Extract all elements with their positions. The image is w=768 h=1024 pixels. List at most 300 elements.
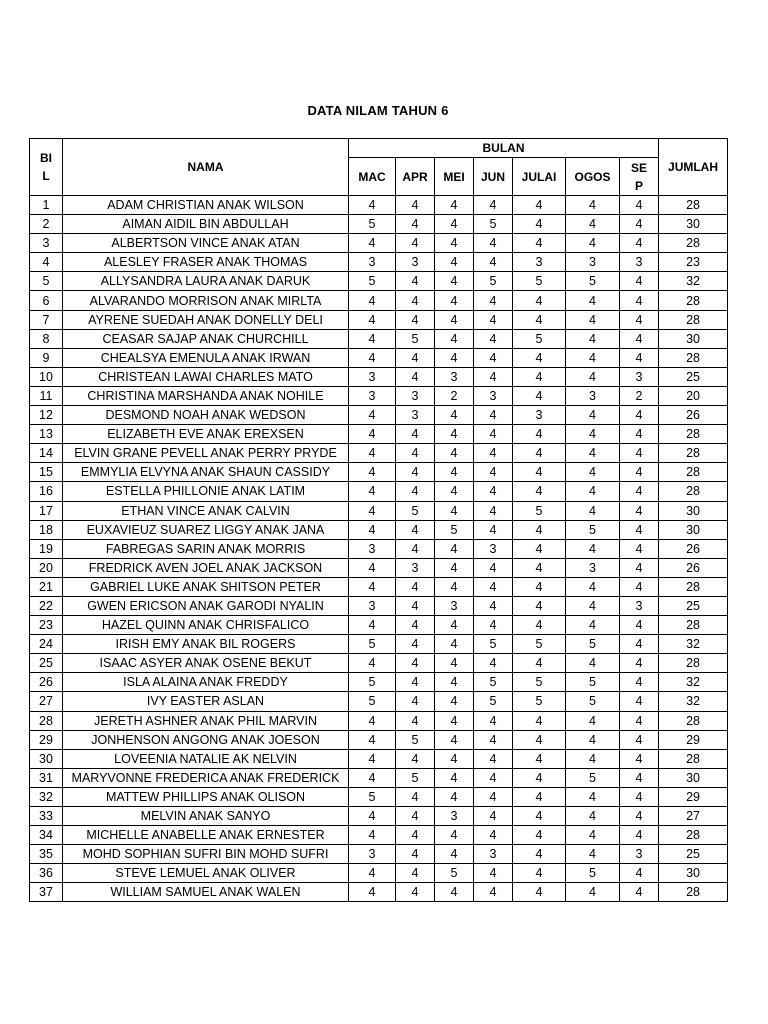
cell-mac: 5 <box>349 692 396 711</box>
cell-mei: 4 <box>435 826 474 845</box>
cell-bil: 8 <box>30 329 63 348</box>
cell-jun: 4 <box>474 234 513 253</box>
cell-ogos: 4 <box>566 425 620 444</box>
cell-bil: 3 <box>30 234 63 253</box>
cell-nama: CEASAR SAJAP ANAK CHURCHILL <box>63 329 349 348</box>
cell-apr: 4 <box>396 864 435 883</box>
cell-mei: 5 <box>435 520 474 539</box>
cell-apr: 5 <box>396 730 435 749</box>
cell-ogos: 4 <box>566 807 620 826</box>
cell-mei: 5 <box>435 864 474 883</box>
cell-jumlah: 28 <box>659 444 728 463</box>
cell-mei: 3 <box>435 807 474 826</box>
cell-jumlah: 28 <box>659 291 728 310</box>
cell-bil: 29 <box>30 730 63 749</box>
cell-ogos: 5 <box>566 520 620 539</box>
cell-ogos: 4 <box>566 406 620 425</box>
cell-jumlah: 26 <box>659 539 728 558</box>
cell-ogos: 5 <box>566 635 620 654</box>
cell-jun: 4 <box>474 883 513 902</box>
header-row-1 <box>30 139 728 158</box>
table-row <box>30 348 728 367</box>
cell-julai: 4 <box>513 577 566 596</box>
cell-nama: CHEALSYA EMENULA ANAK IRWAN <box>63 348 349 367</box>
cell-bil: 10 <box>30 367 63 386</box>
header-month-mei: MEI <box>435 158 474 196</box>
cell-nama: HAZEL QUINN ANAK CHRISFALICO <box>63 616 349 635</box>
cell-bil: 1 <box>30 196 63 215</box>
cell-mac: 4 <box>349 196 396 215</box>
table-row <box>30 635 728 654</box>
cell-apr: 4 <box>396 425 435 444</box>
cell-jumlah: 28 <box>659 577 728 596</box>
cell-ogos: 4 <box>566 845 620 864</box>
cell-mac: 4 <box>349 616 396 635</box>
cell-julai: 4 <box>513 845 566 864</box>
cell-mei: 4 <box>435 482 474 501</box>
cell-nama: WILLIAM SAMUEL ANAK WALEN <box>63 883 349 902</box>
cell-ogos: 4 <box>566 482 620 501</box>
cell-jumlah: 28 <box>659 711 728 730</box>
cell-nama: LOVEENIA NATALIE AK NELVIN <box>63 749 349 768</box>
cell-apr: 3 <box>396 386 435 405</box>
cell-ogos: 4 <box>566 215 620 234</box>
cell-jumlah: 26 <box>659 406 728 425</box>
cell-jun: 4 <box>474 577 513 596</box>
cell-apr: 4 <box>396 711 435 730</box>
cell-bil: 7 <box>30 310 63 329</box>
cell-sep: 4 <box>620 654 659 673</box>
cell-ogos: 4 <box>566 883 620 902</box>
cell-sep: 4 <box>620 196 659 215</box>
cell-jumlah: 25 <box>659 367 728 386</box>
cell-nama: MARYVONNE FREDERICA ANAK FREDERICK <box>63 768 349 787</box>
cell-apr: 4 <box>396 654 435 673</box>
cell-sep: 4 <box>620 787 659 806</box>
cell-mac: 5 <box>349 673 396 692</box>
cell-jumlah: 28 <box>659 425 728 444</box>
header-bil: BI L <box>30 139 63 196</box>
cell-mei: 4 <box>435 787 474 806</box>
cell-mac: 4 <box>349 654 396 673</box>
cell-apr: 4 <box>396 463 435 482</box>
cell-nama: CHRISTEAN LAWAI CHARLES MATO <box>63 367 349 386</box>
cell-mac: 3 <box>349 845 396 864</box>
cell-ogos: 4 <box>566 348 620 367</box>
cell-nama: ALLYSANDRA LAURA ANAK DARUK <box>63 272 349 291</box>
cell-ogos: 4 <box>566 616 620 635</box>
cell-jumlah: 30 <box>659 864 728 883</box>
cell-mei: 4 <box>435 463 474 482</box>
cell-ogos: 4 <box>566 196 620 215</box>
cell-sep: 4 <box>620 558 659 577</box>
cell-julai: 4 <box>513 291 566 310</box>
header-month-sep: SE P <box>620 158 659 196</box>
cell-sep: 4 <box>620 807 659 826</box>
cell-ogos: 4 <box>566 234 620 253</box>
nilam-table <box>29 138 728 902</box>
table-row <box>30 883 728 902</box>
cell-sep: 4 <box>620 883 659 902</box>
cell-sep: 4 <box>620 616 659 635</box>
cell-ogos: 4 <box>566 749 620 768</box>
cell-sep: 3 <box>620 845 659 864</box>
cell-bil: 35 <box>30 845 63 864</box>
cell-mei: 4 <box>435 348 474 367</box>
cell-jun: 3 <box>474 845 513 864</box>
cell-ogos: 4 <box>566 539 620 558</box>
cell-jun: 3 <box>474 386 513 405</box>
cell-mac: 4 <box>349 807 396 826</box>
cell-ogos: 5 <box>566 692 620 711</box>
cell-jun: 4 <box>474 711 513 730</box>
cell-jun: 4 <box>474 826 513 845</box>
cell-julai: 4 <box>513 558 566 577</box>
cell-mei: 3 <box>435 596 474 615</box>
cell-jun: 5 <box>474 272 513 291</box>
cell-mei: 4 <box>435 501 474 520</box>
cell-sep: 3 <box>620 367 659 386</box>
cell-nama: GABRIEL LUKE ANAK SHITSON PETER <box>63 577 349 596</box>
cell-apr: 4 <box>396 272 435 291</box>
cell-bil: 27 <box>30 692 63 711</box>
cell-julai: 4 <box>513 787 566 806</box>
cell-julai: 3 <box>513 406 566 425</box>
cell-sep: 4 <box>620 577 659 596</box>
cell-sep: 4 <box>620 673 659 692</box>
cell-julai: 4 <box>513 596 566 615</box>
table-row <box>30 730 728 749</box>
cell-bil: 36 <box>30 864 63 883</box>
cell-jumlah: 26 <box>659 558 728 577</box>
cell-apr: 4 <box>396 616 435 635</box>
cell-jun: 4 <box>474 616 513 635</box>
table-row <box>30 616 728 635</box>
table-row <box>30 215 728 234</box>
header-month-mac: MAC <box>349 158 396 196</box>
cell-jumlah: 30 <box>659 768 728 787</box>
cell-jun: 4 <box>474 367 513 386</box>
table-row <box>30 463 728 482</box>
cell-jun: 4 <box>474 864 513 883</box>
cell-bil: 37 <box>30 883 63 902</box>
table-row <box>30 272 728 291</box>
cell-julai: 4 <box>513 883 566 902</box>
cell-ogos: 4 <box>566 787 620 806</box>
cell-apr: 4 <box>396 807 435 826</box>
cell-sep: 4 <box>620 291 659 310</box>
cell-mac: 3 <box>349 253 396 272</box>
cell-julai: 5 <box>513 501 566 520</box>
cell-jun: 4 <box>474 291 513 310</box>
cell-mei: 4 <box>435 558 474 577</box>
cell-jumlah: 28 <box>659 616 728 635</box>
cell-jumlah: 28 <box>659 826 728 845</box>
table-row <box>30 520 728 539</box>
cell-mac: 4 <box>349 883 396 902</box>
cell-sep: 2 <box>620 386 659 405</box>
cell-bil: 18 <box>30 520 63 539</box>
cell-jumlah: 30 <box>659 501 728 520</box>
cell-mac: 3 <box>349 386 396 405</box>
cell-jumlah: 28 <box>659 196 728 215</box>
cell-bil: 9 <box>30 348 63 367</box>
cell-jumlah: 28 <box>659 883 728 902</box>
cell-julai: 4 <box>513 386 566 405</box>
table-row <box>30 577 728 596</box>
cell-mac: 4 <box>349 348 396 367</box>
table-row <box>30 425 728 444</box>
cell-sep: 4 <box>620 730 659 749</box>
cell-jun: 4 <box>474 406 513 425</box>
cell-jun: 4 <box>474 787 513 806</box>
cell-mei: 4 <box>435 234 474 253</box>
cell-ogos: 3 <box>566 558 620 577</box>
cell-apr: 4 <box>396 635 435 654</box>
cell-bil: 26 <box>30 673 63 692</box>
cell-julai: 4 <box>513 730 566 749</box>
table-row <box>30 406 728 425</box>
cell-bil: 4 <box>30 253 63 272</box>
cell-julai: 4 <box>513 367 566 386</box>
cell-jun: 4 <box>474 253 513 272</box>
header-month-julai: JULAI <box>513 158 566 196</box>
cell-mei: 4 <box>435 291 474 310</box>
cell-apr: 3 <box>396 253 435 272</box>
cell-mac: 4 <box>349 329 396 348</box>
document-title: DATA NILAM TAHUN 6 <box>307 103 449 118</box>
cell-mei: 3 <box>435 367 474 386</box>
cell-nama: ALESLEY FRASER ANAK THOMAS <box>63 253 349 272</box>
cell-nama: JONHENSON ANGONG ANAK JOESON <box>63 730 349 749</box>
cell-apr: 4 <box>396 577 435 596</box>
cell-sep: 4 <box>620 310 659 329</box>
cell-ogos: 4 <box>566 367 620 386</box>
cell-julai: 4 <box>513 711 566 730</box>
cell-nama: FABREGAS SARIN ANAK MORRIS <box>63 539 349 558</box>
cell-mei: 4 <box>435 692 474 711</box>
cell-mac: 4 <box>349 711 396 730</box>
cell-bil: 13 <box>30 425 63 444</box>
cell-sep: 4 <box>620 444 659 463</box>
cell-sep: 4 <box>620 520 659 539</box>
table-row <box>30 749 728 768</box>
cell-nama: FREDRICK AVEN JOEL ANAK JACKSON <box>63 558 349 577</box>
cell-sep: 4 <box>620 272 659 291</box>
cell-nama: ALVARANDO MORRISON ANAK MIRLTA <box>63 291 349 310</box>
cell-jumlah: 28 <box>659 463 728 482</box>
cell-bil: 6 <box>30 291 63 310</box>
cell-sep: 4 <box>620 425 659 444</box>
cell-sep: 4 <box>620 711 659 730</box>
table-row <box>30 310 728 329</box>
cell-apr: 4 <box>396 787 435 806</box>
cell-sep: 4 <box>620 749 659 768</box>
cell-nama: IRISH EMY ANAK BIL ROGERS <box>63 635 349 654</box>
cell-mac: 4 <box>349 310 396 329</box>
cell-mac: 4 <box>349 444 396 463</box>
table-row <box>30 558 728 577</box>
cell-bil: 28 <box>30 711 63 730</box>
cell-apr: 4 <box>396 596 435 615</box>
cell-jun: 4 <box>474 444 513 463</box>
table-row <box>30 768 728 787</box>
cell-jun: 3 <box>474 539 513 558</box>
cell-ogos: 3 <box>566 386 620 405</box>
cell-mac: 5 <box>349 215 396 234</box>
cell-apr: 5 <box>396 501 435 520</box>
table-row <box>30 444 728 463</box>
cell-nama: MOHD SOPHIAN SUFRI BIN MOHD SUFRI <box>63 845 349 864</box>
cell-ogos: 4 <box>566 577 620 596</box>
cell-mac: 4 <box>349 425 396 444</box>
cell-nama: EUXAVIEUZ SUAREZ LIGGY ANAK JANA <box>63 520 349 539</box>
cell-mei: 4 <box>435 196 474 215</box>
cell-bil: 30 <box>30 749 63 768</box>
cell-mac: 4 <box>349 826 396 845</box>
cell-mei: 4 <box>435 673 474 692</box>
cell-bil: 11 <box>30 386 63 405</box>
cell-ogos: 4 <box>566 444 620 463</box>
cell-jumlah: 29 <box>659 787 728 806</box>
cell-julai: 4 <box>513 826 566 845</box>
cell-sep: 4 <box>620 482 659 501</box>
cell-jumlah: 30 <box>659 520 728 539</box>
cell-ogos: 4 <box>566 596 620 615</box>
cell-julai: 5 <box>513 635 566 654</box>
cell-jumlah: 28 <box>659 310 728 329</box>
table-row <box>30 501 728 520</box>
cell-julai: 4 <box>513 463 566 482</box>
cell-jumlah: 25 <box>659 845 728 864</box>
cell-sep: 4 <box>620 406 659 425</box>
table-row <box>30 864 728 883</box>
cell-jumlah: 28 <box>659 482 728 501</box>
cell-nama: MELVIN ANAK SANYO <box>63 807 349 826</box>
cell-mac: 4 <box>349 730 396 749</box>
cell-nama: ELIZABETH EVE ANAK EREXSEN <box>63 425 349 444</box>
cell-jumlah: 28 <box>659 348 728 367</box>
cell-nama: STEVE LEMUEL ANAK OLIVER <box>63 864 349 883</box>
table-row <box>30 845 728 864</box>
cell-mac: 4 <box>349 558 396 577</box>
cell-apr: 4 <box>396 234 435 253</box>
cell-jun: 5 <box>474 673 513 692</box>
cell-nama: AIMAN AIDIL BIN ABDULLAH <box>63 215 349 234</box>
cell-bil: 25 <box>30 654 63 673</box>
cell-julai: 4 <box>513 215 566 234</box>
cell-apr: 4 <box>396 826 435 845</box>
cell-julai: 4 <box>513 425 566 444</box>
cell-mei: 4 <box>435 444 474 463</box>
table-row <box>30 807 728 826</box>
cell-sep: 4 <box>620 692 659 711</box>
cell-mac: 4 <box>349 482 396 501</box>
table-row <box>30 826 728 845</box>
table-row <box>30 386 728 405</box>
cell-nama: GWEN ERICSON ANAK GARODI NYALIN <box>63 596 349 615</box>
cell-mei: 4 <box>435 749 474 768</box>
cell-bil: 5 <box>30 272 63 291</box>
cell-jun: 4 <box>474 329 513 348</box>
cell-julai: 5 <box>513 692 566 711</box>
cell-sep: 3 <box>620 253 659 272</box>
cell-apr: 4 <box>396 444 435 463</box>
cell-jumlah: 25 <box>659 596 728 615</box>
cell-jun: 4 <box>474 768 513 787</box>
cell-jun: 4 <box>474 807 513 826</box>
cell-apr: 4 <box>396 883 435 902</box>
table-row <box>30 654 728 673</box>
cell-julai: 4 <box>513 482 566 501</box>
cell-ogos: 4 <box>566 501 620 520</box>
cell-apr: 4 <box>396 692 435 711</box>
cell-ogos: 4 <box>566 463 620 482</box>
cell-julai: 4 <box>513 348 566 367</box>
cell-jun: 4 <box>474 749 513 768</box>
cell-sep: 4 <box>620 539 659 558</box>
cell-julai: 4 <box>513 864 566 883</box>
cell-ogos: 5 <box>566 768 620 787</box>
cell-bil: 15 <box>30 463 63 482</box>
cell-jumlah: 32 <box>659 272 728 291</box>
cell-ogos: 5 <box>566 673 620 692</box>
cell-mac: 4 <box>349 501 396 520</box>
header-month-ogos: OGOS <box>566 158 620 196</box>
cell-apr: 5 <box>396 329 435 348</box>
cell-julai: 4 <box>513 616 566 635</box>
cell-mei: 2 <box>435 386 474 405</box>
cell-mac: 4 <box>349 768 396 787</box>
cell-mac: 5 <box>349 635 396 654</box>
cell-jumlah: 29 <box>659 730 728 749</box>
cell-apr: 4 <box>396 749 435 768</box>
cell-jumlah: 32 <box>659 673 728 692</box>
cell-nama: ESTELLA PHILLONIE ANAK LATIM <box>63 482 349 501</box>
cell-mei: 4 <box>435 272 474 291</box>
cell-bil: 34 <box>30 826 63 845</box>
cell-nama: CHRISTINA MARSHANDA ANAK NOHILE <box>63 386 349 405</box>
cell-nama: ELVIN GRANE PEVELL ANAK PERRY PRYDE <box>63 444 349 463</box>
cell-nama: MATTEW PHILLIPS ANAK OLISON <box>63 787 349 806</box>
cell-mei: 4 <box>435 768 474 787</box>
cell-apr: 4 <box>396 215 435 234</box>
cell-apr: 3 <box>396 558 435 577</box>
cell-apr: 4 <box>396 673 435 692</box>
cell-julai: 4 <box>513 749 566 768</box>
cell-julai: 5 <box>513 329 566 348</box>
header-month-jun: JUN <box>474 158 513 196</box>
table-row <box>30 234 728 253</box>
cell-sep: 4 <box>620 501 659 520</box>
cell-mei: 4 <box>435 425 474 444</box>
cell-sep: 4 <box>620 215 659 234</box>
cell-bil: 20 <box>30 558 63 577</box>
cell-bil: 17 <box>30 501 63 520</box>
cell-ogos: 4 <box>566 826 620 845</box>
cell-jun: 4 <box>474 482 513 501</box>
cell-bil: 21 <box>30 577 63 596</box>
cell-bil: 16 <box>30 482 63 501</box>
cell-apr: 4 <box>396 291 435 310</box>
cell-jumlah: 32 <box>659 635 728 654</box>
table-row <box>30 596 728 615</box>
cell-ogos: 4 <box>566 310 620 329</box>
cell-jun: 4 <box>474 348 513 367</box>
cell-ogos: 4 <box>566 730 620 749</box>
cell-ogos: 3 <box>566 253 620 272</box>
cell-mac: 4 <box>349 577 396 596</box>
